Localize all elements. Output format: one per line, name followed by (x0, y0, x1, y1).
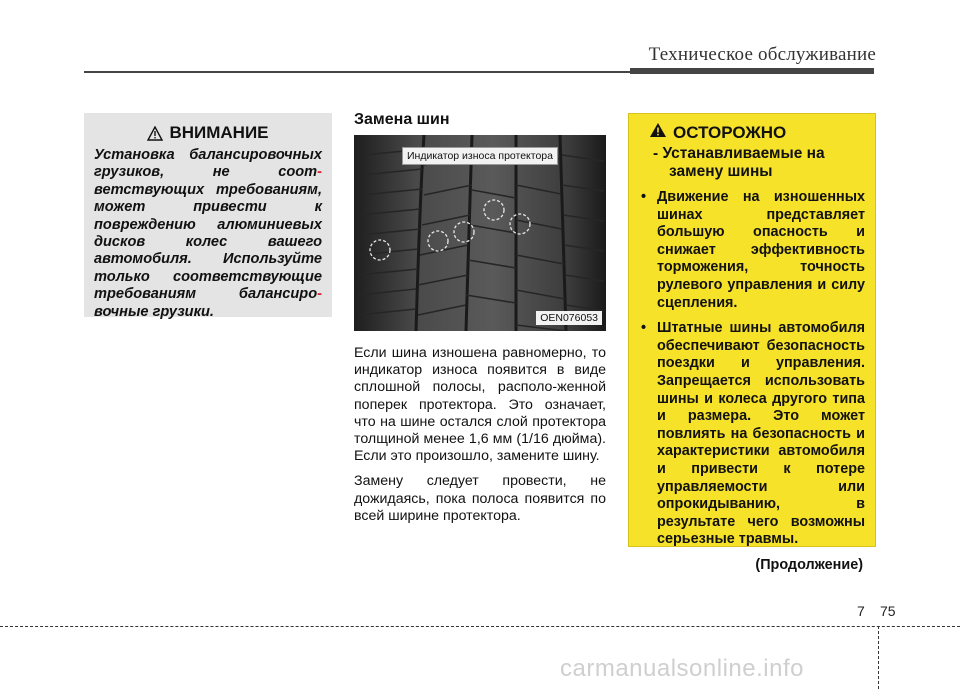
tire-tread-photo (354, 135, 606, 331)
caution-line: дисков колес вашего (94, 234, 322, 251)
chapter-number: 7 (857, 603, 865, 619)
caution-title: ВНИМАНИЕ (169, 123, 269, 142)
caution-line: грузиков, не соот- (94, 164, 322, 181)
footer-divider (878, 626, 879, 689)
header-title: Техническое обслуживание (648, 44, 876, 65)
caution-line: только соответствующие (94, 268, 322, 285)
caution-line: Установка балансировочных (94, 147, 322, 163)
page-number: 75 (880, 603, 896, 619)
caution-line: требованиям балансиро- (94, 286, 322, 303)
header-rule-accent (630, 68, 874, 74)
caution-triangle-icon (147, 126, 163, 141)
warning-item: • Движение на изношенных шинах представляет большую опасность и снижает эффективность торможения, точность рулевого управления и силу сцепления. (641, 189, 865, 311)
hyphen-mark: - (317, 286, 322, 303)
caution-line: ветствующих требованиям, (94, 181, 322, 198)
hyphen-mark: - (317, 164, 322, 181)
warning-box (628, 113, 876, 573)
caution-line: автомобиля. Используйте (94, 251, 322, 268)
caution-text (94, 147, 322, 321)
bullet-icon: • (641, 189, 647, 205)
warning-list (639, 189, 865, 549)
watermark: carmanualsonline.info (560, 655, 804, 682)
body-text (354, 345, 606, 533)
caution-box (84, 113, 332, 320)
warning-title: ОСТОРОЖНО (673, 122, 787, 142)
paragraph: Если шина изношена равномерно, то индикатор износа появится в виде сплошной полосы, располо-женной поперек протектора. Это означает, что на шине остался слой протектора толщиной менее 1,6 мм (1/16 дюйма). Если это произошло, замените шину. (354, 345, 606, 465)
bullet-icon: • (641, 320, 647, 337)
paragraph: Замену следует провести, не дожидаясь, пока полоса появится по всей ширине протектора. (354, 473, 606, 524)
section-title: Замена шин (354, 111, 450, 128)
warning-subtitle: - Устанавливаемые на замену шины (653, 145, 825, 180)
caution-line: повреждению алюминиевых (94, 216, 322, 233)
warning-triangle-icon (649, 122, 667, 143)
photo-code: OEN076053 (536, 311, 602, 325)
warning-item: • Штатные шины автомобиля обеспечивают безопасность поездки и управления. Запрещается использовать шины и колеса другого типа и размера. Это может повлиять на безопасность и характеристики автомобиля и привести к потере управляемости или опрокидыванию, в результате чего возможны серьезные травмы. (641, 320, 865, 548)
caution-line: вочные грузики. (94, 303, 214, 320)
warning-header (649, 122, 865, 143)
footer-rule (0, 626, 960, 627)
continued-label: (Продолжение) (755, 556, 863, 573)
photo-callout-label: Индикатор износа протектора (402, 147, 558, 165)
caution-line: может привести к (94, 199, 322, 216)
caution-header (94, 123, 322, 143)
